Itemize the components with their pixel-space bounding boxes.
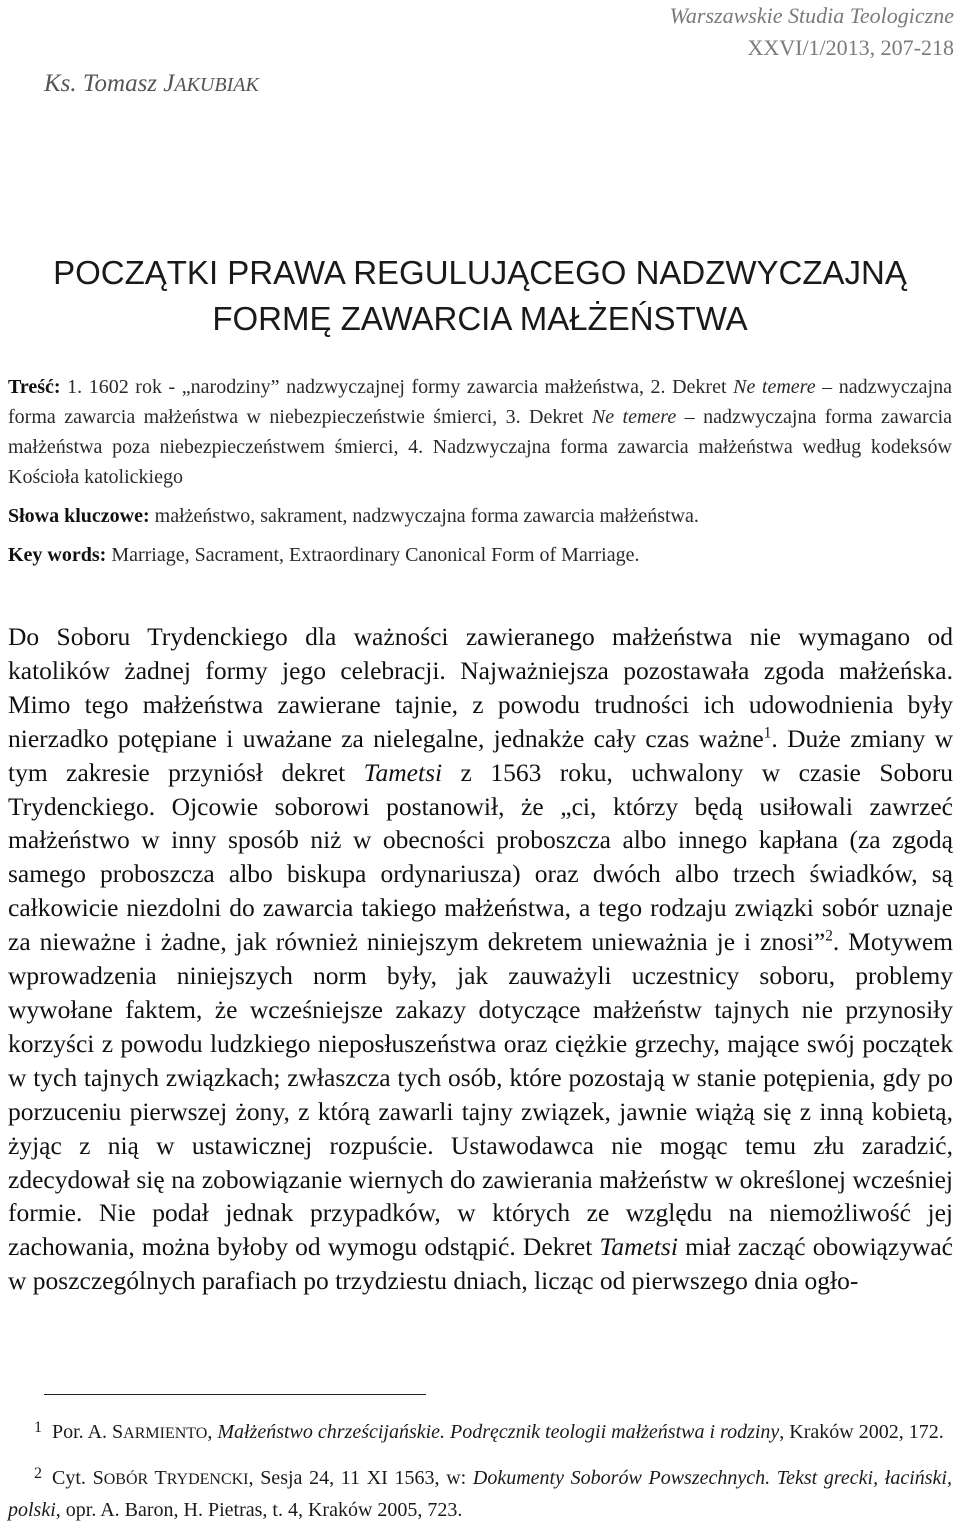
abstract-text-c: – nadzwyczajna forma zawarcia małżeństwa poza niebezpieczeństwem śmierci, 4. Nadzwyczajna forma zawarcia małżeństwa według kodeksów Kościoła katolickiego — [8, 406, 952, 488]
footnote-2-text-b: T — [148, 1467, 167, 1489]
title-line-1: POCZĄTKI PRAWA REGULUJĄCEGO NADZWYCZAJNĄ — [53, 254, 907, 291]
abstract-text-b: – nadzwyczajna forma zawarcia małżeństwa w niebezpieczeństwie śmierci, 3. Dekret — [8, 376, 952, 428]
body-segment-3: z 1563 roku, uchwalony w czasie Soboru Trydenckiego. Ojcowie soborowi postanowił, że „ci, którzy będą usiłowali zawrzeć małżeństwo w inny sposób niż w obecności proboszcza albo innego kapłana (za zgodą samego proboszcza albo biskupa ordynariusza) oraz dwóch albo trzech świadków, są całkowicie niezdolni do zawarcia takiego małżeństwa, a tego rodzaju związki sobór uznaje za nieważne i żadne, jak również niniejszym dekretem unieważnia je i znosi” — [8, 757, 953, 957]
footnote-1-number: 1 — [34, 1419, 42, 1436]
footnote-1-text-b: , — [207, 1421, 218, 1443]
journal-header — [670, 0, 954, 64]
abstract-label: Treść: — [8, 376, 61, 398]
keywords-english-text: Marriage, Sacrament, Extraordinary Canonical Form of Marriage. — [106, 544, 640, 566]
article-title — [0, 250, 960, 342]
author-name — [44, 70, 259, 98]
footnote-2-work-title: Dokumenty Soborów Powszechnych. Tekst grecki, łaciński, polski — [8, 1467, 952, 1521]
author-surname: AKUBIAK — [174, 74, 259, 96]
keywords-polish-text: małżeństwo, sakrament, nadzwyczajna forma zawarcia małżeństwa. — [149, 505, 699, 527]
keywords-english — [8, 540, 952, 570]
abstract-ne-temere-1: Ne temere — [733, 376, 816, 398]
footnote-2-text-c: , Sesja 24, 11 XI 1563, w: — [248, 1467, 473, 1489]
journal-issue: XXVI/1/2013, 207-218 — [747, 35, 954, 60]
footnote-1-text-c: , Kraków 2002, 172. — [779, 1421, 944, 1443]
body-segment-2: . Duże zmiany w tym zakresie przyniósł dekret — [8, 723, 953, 787]
body-tametsi-2: Tametsi — [599, 1232, 678, 1262]
footnote-ref-1: 1 — [763, 724, 772, 742]
body-segment-5: miał zacząć obowiązywać w poszczególnych parafiach po trzydziestu dniach, licząc od pierwszego dnia ogło- — [8, 1232, 953, 1296]
keywords-polish — [8, 501, 952, 531]
footnote-2-text-a: Cyt. S — [52, 1467, 104, 1489]
footnote-1-work-title: Małżeństwo chrześcijańskie. Podręcznik teologii małżeństwa i rodziny — [217, 1421, 780, 1443]
footnote-2-number: 2 — [34, 1465, 42, 1482]
abstract — [8, 372, 952, 492]
body-paragraph — [8, 620, 953, 1298]
footnote-2-sc-2: RYDENCKI — [166, 1471, 249, 1488]
footnotes — [8, 1413, 952, 1535]
body-segment-1: Do Soboru Trydenckiego dla ważności zawieranego małżeństwa nie wymagano od katolików żadnej formy jego celebracji. Najważniejsza pozostawała zgoda małżeńska. Mimo tego małżeństwa zawierane tajnie, z powodu trudności ich udowodnienia były nierzadko potępiane i uważane za nielegalne, jednakże cały czas ważne — [8, 622, 953, 753]
footnote-1-text-a: Por. A. S — [52, 1421, 124, 1443]
keywords-polish-label: Słowa kluczowe: — [8, 505, 150, 527]
footnote-1 — [8, 1413, 952, 1449]
body-text — [8, 620, 953, 1298]
footnote-divider — [44, 1394, 426, 1395]
footnote-ref-2: 2 — [825, 927, 833, 945]
abstract-ne-temere-2: Ne temere — [591, 406, 677, 428]
footnote-2-text-d: , opr. A. Baron, H. Pietras, t. 4, Kraków 2005, 723. — [55, 1499, 463, 1521]
body-tametsi-1: Tametsi — [363, 757, 443, 787]
journal-name: Warszawskie Studia Teologiczne — [669, 3, 954, 28]
footnote-1-author-sc: ARMIENTO — [123, 1425, 208, 1442]
footnote-2 — [8, 1459, 952, 1525]
footnote-2-sc-1: OBÓR — [103, 1471, 149, 1488]
body-segment-4: . Motywem wprowadzenia niniejszych norm były, jak zauważyli uczestnicy soboru, problemy wywołane faktem, że wcześniejsze zakazy dotyczące małżeństw tajnych nie przynosiły korzyści z powodu ludzkiego nieposłuszeństwa oraz ciężkie grzechy, mające swój początek w tych tajnych związkach; zwłaszcza tych osób, które pozostają w stanie potępienia, gdy po porzuceniu pierwszej żony, z którą zawarli tajny związek, jawnie wiążą się z inną kobietą, żyjąc z nią w ustawicznej rozpuście. Ustawodawca nie mogąc temu złu zaradzić, zdecydował się na zobowiązanie wiernych do zawierania małżeństw w określonej wcześniej formie. Nie podał jednak przypadków, w których ze względu na niemożliwość jej zachowania, można byłoby od wymogu odstąpić. Dekret — [8, 927, 954, 1262]
keywords-english-label: Key words: — [8, 544, 107, 566]
abstract-text-a: 1. 1602 rok - „narodziny” nadzwyczajnej formy zawarcia małżeństwa, 2. Dekret — [60, 376, 734, 398]
title-line-2: FORMĘ ZAWARCIA MAŁŻEŃSTWA — [212, 300, 748, 337]
author-prefix: Ks. Tomasz J — [44, 70, 175, 97]
